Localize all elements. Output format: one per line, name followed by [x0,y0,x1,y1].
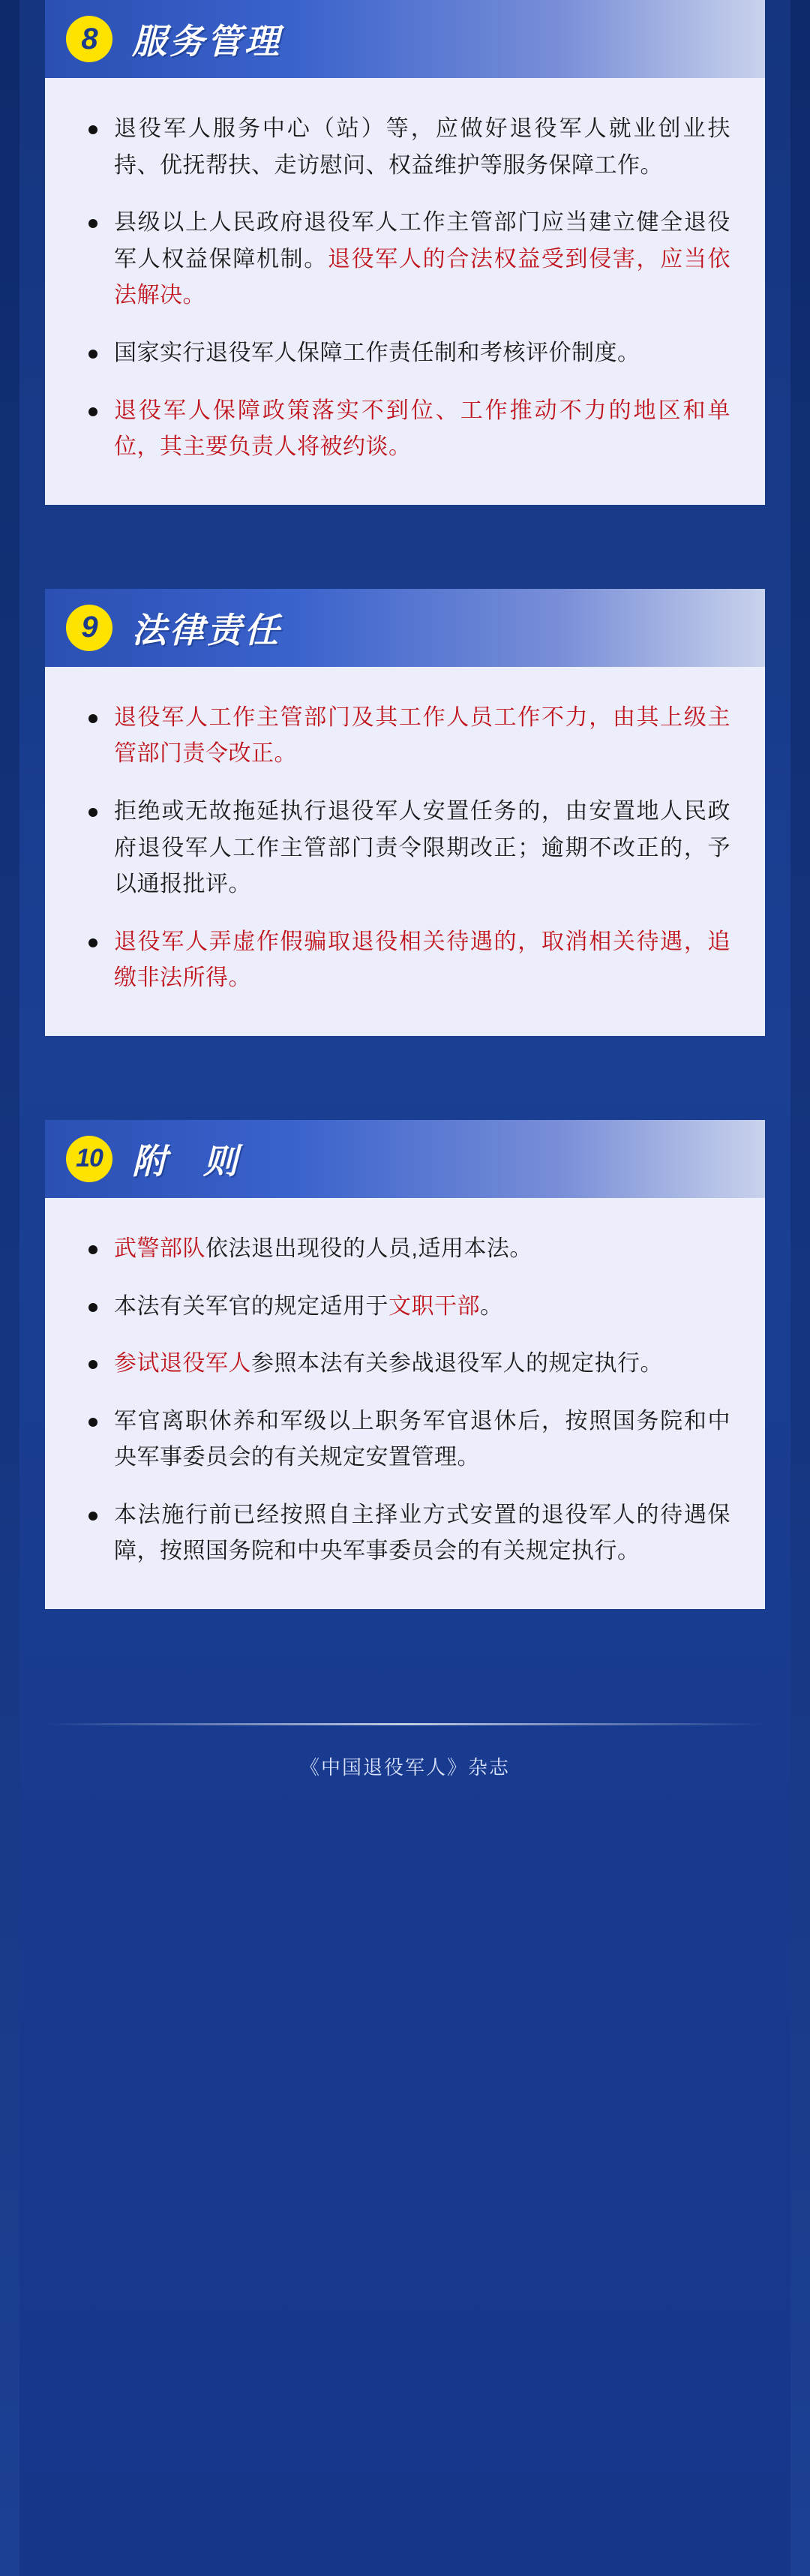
item-text-highlight: 退役军人工作主管部门及其工作人员工作不力，由其上级主管部门责令改正。 [114,704,730,767]
section-body [45,667,765,1036]
item-text: 县级以上人民政府退役军人工作主管部门应当建立健全退役军人权益保障机制。 [114,210,730,272]
list-item [80,1231,730,1268]
item-text: 拒绝或无故拖延执行退役军人安置任务的，由安置地人民政府退役军人工作主管部门责令限期改正；逾期不改正的，予以通报批评。 [114,798,730,897]
list-item [80,205,730,314]
section-title: 法律责任 [132,610,282,650]
list-item [80,1289,730,1326]
item-text-highlight: 参试退役军人 [114,1351,251,1377]
section-header [45,1120,765,1198]
section-body [45,1198,765,1609]
item-text: 退役军人服务中心（站）等，应做好退役军人就业创业扶持、优抚帮扶、走访慰问、权益维护等服务保障工作。 [114,116,730,178]
item-text-highlight: 退役军人弄虚作假骗取退役相关待遇的，取消相关待遇，追缴非法所得。 [114,929,730,991]
list-item [80,393,730,466]
item-text: 依法退出现役的人员,适用本法。 [206,1235,532,1261]
section-item-list [80,111,730,466]
footer-source-label: 《中国退役军人》杂志 [299,1756,510,1779]
item-text: 参照本法有关参战退役军人的规定执行。 [251,1351,663,1377]
section-legal-responsibility [45,589,765,1036]
section-number-badge: 10 [66,1136,112,1182]
item-text: 。 [480,1293,503,1319]
list-item [80,111,730,184]
section-number-badge: 9 [66,605,112,651]
item-text: 军官离职休养和军级以上职务军官退休后，按照国务院和中央军事委员会的有关规定安置管理。 [114,1408,730,1470]
item-text-highlight: 文职干部 [388,1293,480,1319]
section-service-management [45,0,765,505]
item-text: 本法有关军官的规定适用于 [114,1293,388,1319]
footer-divider [45,1723,765,1725]
section-number-badge: 8 [66,16,112,62]
item-text-highlight: 退役军人的合法权益受到侵害，应当依法解决。 [114,246,731,308]
item-text-highlight: 武警部队 [114,1235,206,1261]
section-header [45,589,765,667]
list-item [80,1346,730,1383]
section-body [45,78,765,505]
section-supplementary-provisions [45,1120,765,1609]
item-text: 本法施行前已经按照自主择业方式安置的退役军人的待遇保障，按照国务院和中央军事委员会的有关规定执行。 [114,1502,730,1564]
section-item-list [80,1231,730,1570]
item-text-highlight: 退役军人保障政策落实不到位、工作推动不力的地区和单位，其主要负责人将被约谈。 [114,398,730,460]
item-text: 国家实行退役军人保障工作责任制和考核评价制度。 [114,340,640,365]
section-item-list [80,700,730,997]
list-item [80,700,730,773]
section-title: 附 则 [132,1141,251,1181]
list-item [80,335,730,372]
list-item [80,924,730,997]
list-item [80,1497,730,1570]
list-item [80,794,730,903]
list-item [80,1404,730,1476]
page-footer [0,1693,810,1815]
section-title: 服务管理 [132,22,282,61]
section-header [45,0,765,78]
